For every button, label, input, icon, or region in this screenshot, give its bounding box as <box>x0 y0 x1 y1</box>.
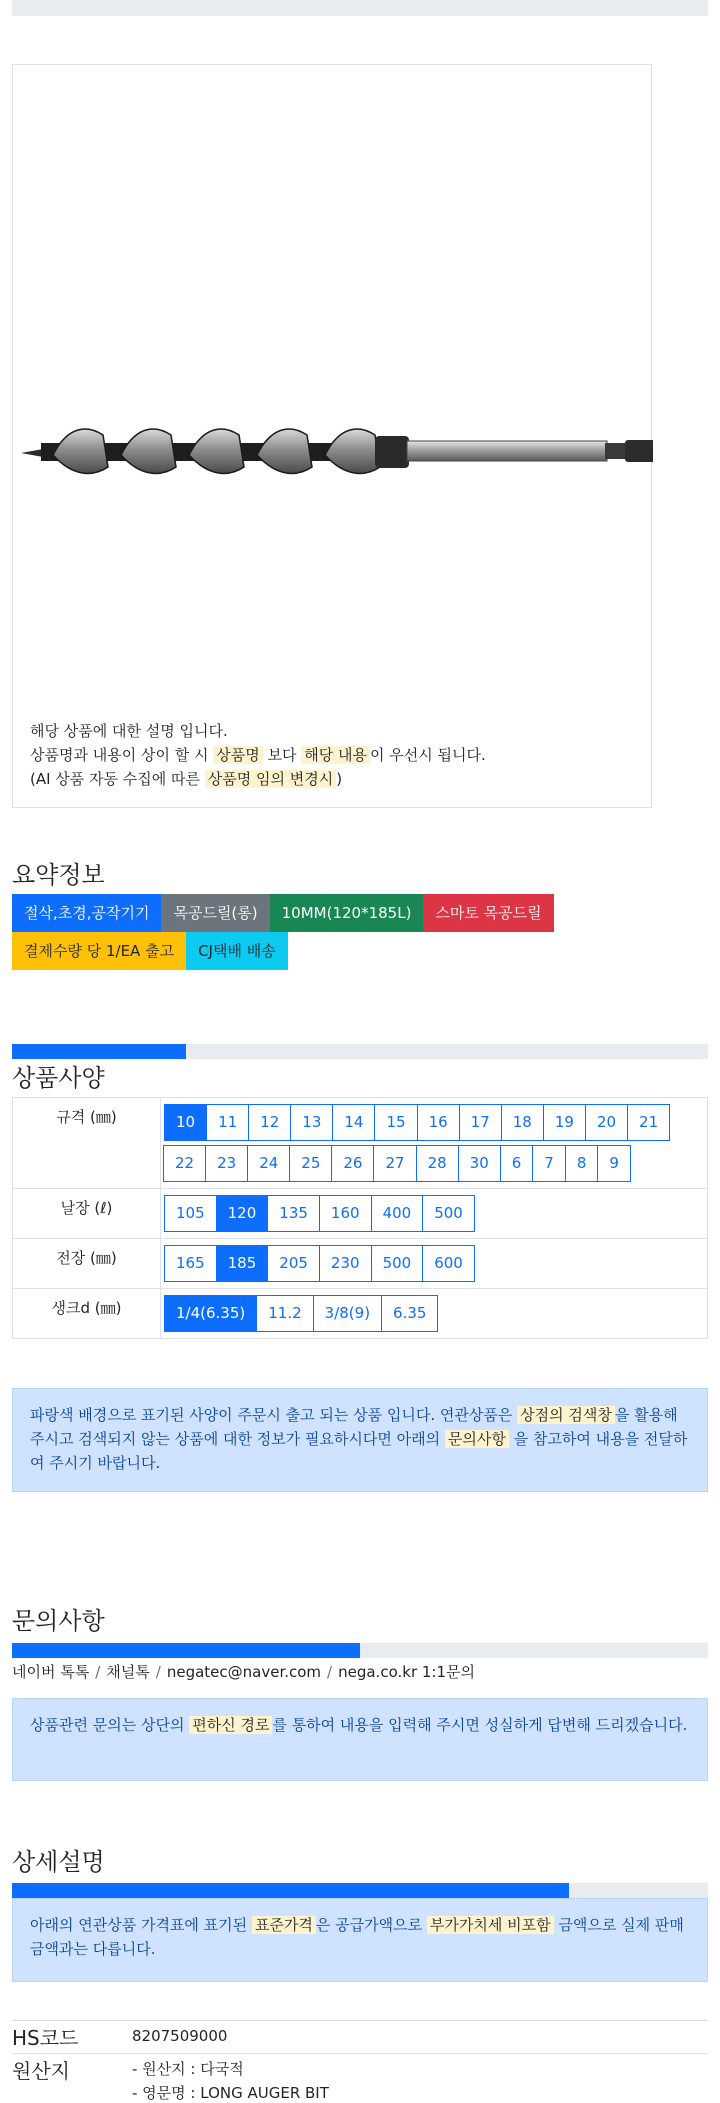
breadcrumb-separator: / <box>155 1663 161 1681</box>
spec-option-button[interactable]: 500 <box>371 1245 424 1282</box>
hs-code-row <box>12 2021 708 2054</box>
highlight-inquiry: 문의사항 <box>445 1430 509 1448</box>
origin-label: 원산지 <box>12 2054 132 2103</box>
spec-option-button[interactable]: 13 <box>290 1104 333 1141</box>
alert-text: 파랑색 배경으로 표기된 사양이 주문시 출고 되는 상품 입니다. 연관상품은 <box>30 1406 518 1424</box>
spec-option-button[interactable]: 12 <box>248 1104 291 1141</box>
contact-naver-talk[interactable]: 네이버 톡톡 <box>12 1663 90 1681</box>
notice-text: 보다 <box>262 746 302 764</box>
spec-option-button[interactable]: 28 <box>416 1145 459 1182</box>
breadcrumb-separator: / <box>95 1663 101 1681</box>
spec-option-button[interactable]: 135 <box>267 1195 320 1232</box>
summary-title: 요약정보 <box>12 861 105 889</box>
spec-option-button[interactable]: 24 <box>247 1145 290 1182</box>
top-scroll-bar <box>12 0 708 16</box>
spec-option-button[interactable]: 26 <box>331 1145 374 1182</box>
option-group <box>164 1102 704 1184</box>
notice-line-2 <box>30 743 486 767</box>
spec-row-shank-diameter <box>13 1289 708 1339</box>
spec-option-button[interactable]: 500 <box>422 1195 475 1232</box>
spec-option-button[interactable]: 27 <box>373 1145 416 1182</box>
spec-option-button[interactable]: 21 <box>627 1104 670 1141</box>
alert-text: 를 통하여 내용을 입력해 주시면 성실하게 답변해 드리겠습니다. <box>272 1716 688 1734</box>
spec-option-button[interactable]: 11.2 <box>256 1295 313 1332</box>
alert-text: 상품관련 문의는 상단의 <box>30 1716 190 1734</box>
spec-row-blade-length <box>13 1189 708 1239</box>
inquiry-alert <box>12 1698 708 1781</box>
option-group <box>164 1293 704 1334</box>
contact-channel-talk[interactable]: 채널톡 <box>106 1663 150 1681</box>
spec-option-button[interactable]: 400 <box>371 1195 424 1232</box>
spec-option-button[interactable]: 25 <box>289 1145 332 1182</box>
spec-option-button[interactable]: 230 <box>319 1245 372 1282</box>
spec-row-size <box>13 1098 708 1189</box>
spec-progress-bar <box>12 1044 708 1059</box>
highlight-name-change: 상품명 임의 변경시 <box>205 770 336 788</box>
option-group <box>164 1243 704 1284</box>
tag-category: 절삭,초경,공작기기 <box>12 894 161 932</box>
spec-option-button[interactable]: 16 <box>417 1104 460 1141</box>
spec-progress-fill <box>12 1044 186 1059</box>
spec-option-button[interactable]: 205 <box>267 1245 320 1282</box>
spec-label: 전장 (㎜) <box>13 1239 161 1289</box>
spec-label: 생크d (㎜) <box>13 1289 161 1339</box>
spec-option-button[interactable]: 600 <box>422 1245 475 1282</box>
origin-value <box>132 2054 708 2103</box>
spec-option-button[interactable]: 17 <box>459 1104 502 1141</box>
spec-option-button[interactable]: 7 <box>532 1145 566 1182</box>
highlight-route: 편하신 경로 <box>189 1716 272 1734</box>
spec-option-button[interactable]: 120 <box>216 1195 269 1232</box>
spec-option-button[interactable]: 6.35 <box>381 1295 438 1332</box>
breadcrumb-separator: / <box>327 1663 333 1681</box>
contact-breadcrumb <box>12 1661 475 1682</box>
notice-text: 이 우선시 됩니다. <box>369 746 486 764</box>
tag-shipping-qty: 결제수량 당 1/EA 출고 <box>12 932 186 970</box>
detail-progress-bar <box>12 1883 708 1898</box>
spec-option-button[interactable]: 9 <box>597 1145 631 1182</box>
highlight-content: 해당 내용 <box>301 746 370 764</box>
spec-options <box>161 1189 708 1239</box>
tag-size: 10MM(120*185L) <box>270 894 424 932</box>
product-info-table <box>12 2020 708 2103</box>
alert-text: 을 참고하여 내용을 전달하여 주시기 바랍니다. <box>30 1430 688 1472</box>
highlight-vat-excluded: 부가가치세 비포함 <box>427 1916 554 1934</box>
spec-alert <box>12 1388 708 1492</box>
spec-option-button[interactable]: 185 <box>216 1245 269 1282</box>
spec-label: 규격 (㎜) <box>13 1098 161 1189</box>
spec-options <box>161 1239 708 1289</box>
spec-option-button[interactable]: 18 <box>501 1104 544 1141</box>
spec-option-button[interactable]: 30 <box>458 1145 501 1182</box>
spec-label: 날장 (ℓ) <box>13 1189 161 1239</box>
tag-delivery: CJ택배 배송 <box>186 932 288 970</box>
origin-row <box>12 2054 708 2103</box>
spec-option-button[interactable]: 3/8(9) <box>313 1295 382 1332</box>
option-group <box>164 1193 704 1234</box>
tag-row-1 <box>12 894 712 932</box>
inquiry-title: 문의사항 <box>12 1607 105 1635</box>
hs-code-value: 8207509000 <box>132 2021 708 2054</box>
spec-options <box>161 1098 708 1189</box>
spec-option-button[interactable]: 22 <box>163 1145 206 1182</box>
notice-text: 상품명과 내용이 상이 할 시 <box>30 746 214 764</box>
spec-option-button[interactable]: 160 <box>319 1195 372 1232</box>
spec-option-button[interactable]: 1/4(6.35) <box>164 1295 257 1332</box>
spec-option-button[interactable]: 19 <box>543 1104 586 1141</box>
alert-text: 은 공급가액으로 <box>315 1916 427 1934</box>
spec-option-button[interactable]: 15 <box>374 1104 417 1141</box>
detail-alert <box>12 1898 708 1982</box>
alert-text: 을 활용해 주시고 검색되지 않는 상품에 대한 정보가 필요하시다면 아래의 <box>30 1406 678 1448</box>
notice-line-3 <box>30 767 486 791</box>
tag-brand: 스마토 목공드릴 <box>423 894 553 932</box>
alert-text: 아래의 연관상품 가격표에 표기된 <box>30 1916 252 1934</box>
notice-line-1: 해당 상품에 대한 설명 입니다. <box>30 722 228 740</box>
inquiry-progress-bar <box>12 1643 708 1658</box>
spec-option-button[interactable]: 165 <box>164 1245 217 1282</box>
summary-tags <box>12 894 712 970</box>
inquiry-progress-fill <box>12 1643 360 1658</box>
product-image-card <box>12 64 652 808</box>
hs-code-label: HS코드 <box>12 2021 132 2054</box>
detail-progress-fill <box>12 1883 569 1898</box>
spec-table <box>12 1097 708 1339</box>
notice-text: (AI 상품 자동 수집에 따른 <box>30 770 205 788</box>
spec-option-button[interactable]: 11 <box>206 1104 249 1141</box>
alert-text: 금액으로 실제 판매금액과는 다릅니다. <box>30 1916 684 1958</box>
spec-options <box>161 1289 708 1339</box>
spec-row-total-length <box>13 1239 708 1289</box>
highlight-product-name: 상품명 <box>213 746 262 764</box>
highlight-search: 상점의 검색창 <box>517 1406 615 1424</box>
spec-option-button[interactable]: 6 <box>500 1145 534 1182</box>
notice-text: ) <box>336 770 343 788</box>
spec-option-button[interactable]: 105 <box>164 1195 217 1232</box>
highlight-standard-price: 표준가격 <box>252 1916 316 1934</box>
contact-site-inquiry[interactable]: nega.co.kr 1:1문의 <box>338 1663 475 1681</box>
spec-option-button[interactable]: 10 <box>164 1104 207 1141</box>
spec-option-button[interactable]: 20 <box>585 1104 628 1141</box>
spec-title: 상품사양 <box>12 1064 105 1092</box>
auger-drill-bit-image <box>13 405 653 500</box>
spec-option-button[interactable]: 14 <box>332 1104 375 1141</box>
tag-row-2 <box>12 932 712 970</box>
spec-option-button[interactable]: 23 <box>205 1145 248 1182</box>
product-notice <box>30 719 486 791</box>
origin-country: - 원산지 : 다국적 <box>132 2060 244 2078</box>
tag-type: 목공드릴(롱) <box>161 894 269 932</box>
detail-title: 상세설명 <box>12 1848 105 1876</box>
contact-email[interactable]: negatec@naver.com <box>166 1663 322 1681</box>
origin-english-name: - 영문명 : LONG AUGER BIT <box>132 2084 329 2102</box>
spec-option-button[interactable]: 8 <box>565 1145 599 1182</box>
